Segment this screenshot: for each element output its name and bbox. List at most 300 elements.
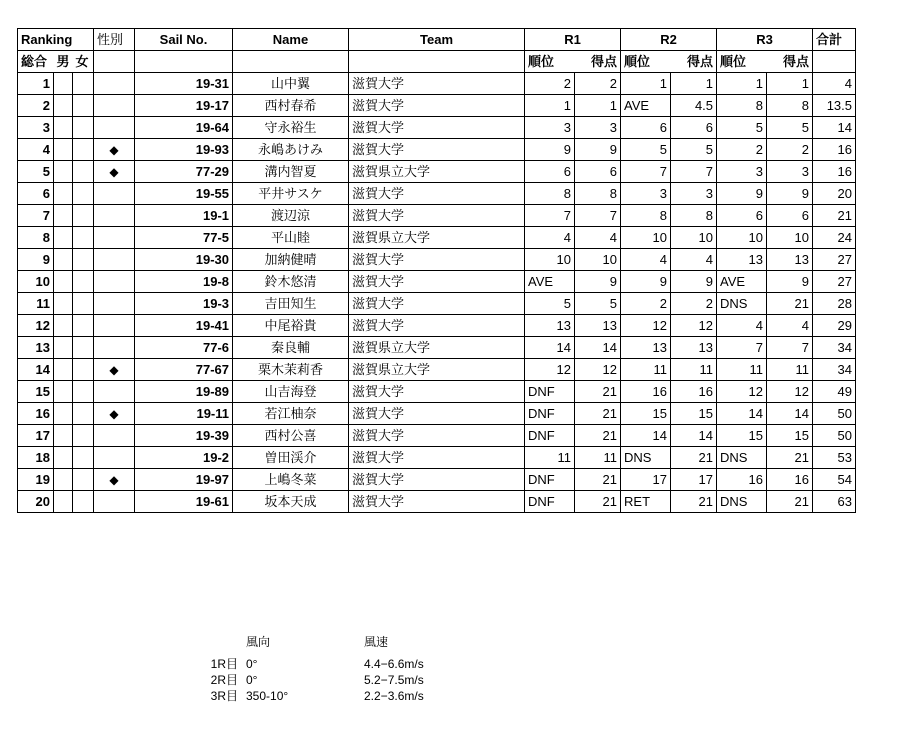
female-cell [73,381,94,403]
wind-race: 2R目 [210,673,238,687]
total-points: 50 [813,403,856,425]
male-cell [54,403,73,425]
rank-cell: 13 [18,337,54,359]
male-cell [54,73,73,95]
sail-number: 19-30 [135,249,233,271]
sailor-name: 平井サスケ [233,183,349,205]
r1-position: 3 [525,117,575,139]
female-cell [73,337,94,359]
sail-number: 19-8 [135,271,233,293]
gender-marker [94,205,135,227]
male-cell [54,315,73,337]
r1-position: 4 [525,227,575,249]
r1-points: 21 [575,403,621,425]
sailor-name: 永嶋あけみ [233,139,349,161]
r1-header: R1 [525,29,621,51]
wind-header-row [180,634,484,650]
r3-points: 11 [767,359,813,381]
r1-points: 9 [575,271,621,293]
table-row [18,139,856,161]
sail-number: 19-97 [135,469,233,491]
r3-points: 10 [767,227,813,249]
total-points: 21 [813,205,856,227]
total-points: 20 [813,183,856,205]
gender-marker: ◆ [94,359,135,381]
r2-points: 17 [671,469,717,491]
male-cell [54,491,73,513]
gender-marker [94,73,135,95]
female-cell [73,447,94,469]
r2-points: 13 [671,337,717,359]
r1-points: 2 [575,73,621,95]
sailor-name: 曽田渓介 [233,447,349,469]
rank-cell: 17 [18,425,54,447]
r1-position: 5 [525,293,575,315]
r1-position: DNF [525,491,575,513]
overall-header: 総合 [18,51,54,73]
sailor-name: 西村春希 [233,95,349,117]
rank-cell: 8 [18,227,54,249]
table-row [18,359,856,381]
female-cell [73,469,94,491]
r1-points: 4 [575,227,621,249]
r2-points: 4 [671,249,717,271]
sailor-name: 渡辺涼 [233,205,349,227]
team-name: 滋賀大学 [349,117,525,139]
r2-position: 15 [621,403,671,425]
sail-number: 19-2 [135,447,233,469]
gender-sub [94,51,135,73]
wind-speed: 5.2−7.5m/s [364,673,424,687]
r3-points: 21 [767,293,813,315]
wind-direction: 0° [246,657,258,671]
sailor-name: 山吉海登 [233,381,349,403]
sail-number: 19-61 [135,491,233,513]
female-cell [73,315,94,337]
r2-position: 16 [621,381,671,403]
total-points: 27 [813,249,856,271]
r1-points: 10 [575,249,621,271]
sail-number: 77-67 [135,359,233,381]
r3-points: 8 [767,95,813,117]
rank-cell: 1 [18,73,54,95]
r2-points: 21 [671,491,717,513]
r3-position: 13 [717,249,767,271]
gender-marker: ◆ [94,139,135,161]
r2-points: 9 [671,271,717,293]
name-header: Name [233,29,349,51]
r2-points: 5 [671,139,717,161]
total-points: 13.5 [813,95,856,117]
team-name: 滋賀大学 [349,205,525,227]
r2-points: 3 [671,183,717,205]
r2-position: DNS [621,447,671,469]
sail-sub [135,51,233,73]
team-name: 滋賀大学 [349,315,525,337]
female-cell [73,95,94,117]
results-body [18,73,856,513]
table-row [18,337,856,359]
team-name: 滋賀大学 [349,73,525,95]
gender-marker [94,447,135,469]
r3-position: DNS [717,447,767,469]
r3-points: 13 [767,249,813,271]
gender-marker [94,381,135,403]
results-table [17,28,856,513]
team-name: 滋賀県立大学 [349,337,525,359]
rank-cell: 6 [18,183,54,205]
table-row [18,315,856,337]
female-cell [73,491,94,513]
male-cell [54,293,73,315]
r1-position: 14 [525,337,575,359]
female-cell [73,139,94,161]
r1-position: 8 [525,183,575,205]
wind-direction: 0° [246,673,258,687]
r1-position: 12 [525,359,575,381]
total-points: 29 [813,315,856,337]
r2-position: RET [621,491,671,513]
sail-number: 19-93 [135,139,233,161]
table-row [18,227,856,249]
r3-position: 2 [717,139,767,161]
sailor-name: 加納健晴 [233,249,349,271]
sail-number: 19-17 [135,95,233,117]
sailor-name: 若江柚奈 [233,403,349,425]
r1-points: 21 [575,469,621,491]
gender-marker [94,337,135,359]
gender-marker: ◆ [94,403,135,425]
wind-row [180,688,484,704]
r1-position: DNF [525,403,575,425]
female-cell [73,425,94,447]
sail-number: 77-6 [135,337,233,359]
gender-marker [94,227,135,249]
team-name: 滋賀大学 [349,403,525,425]
r3-position: 11 [717,359,767,381]
r2-position: 6 [621,117,671,139]
r1-position: 6 [525,161,575,183]
sailor-name: 鈴木悠清 [233,271,349,293]
r1-position: 11 [525,447,575,469]
female-cell [73,183,94,205]
sailor-name: 平山睦 [233,227,349,249]
total-points: 16 [813,139,856,161]
team-name: 滋賀大学 [349,271,525,293]
name-sub [233,51,349,73]
gender-marker [94,425,135,447]
total-points: 34 [813,359,856,381]
male-cell [54,271,73,293]
male-cell [54,469,73,491]
r3-points: 7 [767,337,813,359]
r2-position: 8 [621,205,671,227]
sailor-name: 栗木茉莉香 [233,359,349,381]
sail-number: 19-11 [135,403,233,425]
r3-position: DNS [717,491,767,513]
sail-number: 19-41 [135,315,233,337]
r2-position: 14 [621,425,671,447]
r2-position: 2 [621,293,671,315]
sail-number: 19-55 [135,183,233,205]
female-cell [73,117,94,139]
total-points: 14 [813,117,856,139]
gender-marker: ◆ [94,469,135,491]
r2-position: 13 [621,337,671,359]
wind-row [180,672,484,688]
r3-position: 8 [717,95,767,117]
total-points: 50 [813,425,856,447]
wind-race: 3R目 [210,689,238,703]
r3-position: 16 [717,469,767,491]
r2-header: R2 [621,29,717,51]
team-name: 滋賀大学 [349,183,525,205]
total-points: 34 [813,337,856,359]
r3-position: 15 [717,425,767,447]
wind-speed: 4.4−6.6m/s [364,657,424,671]
r2-points: 10 [671,227,717,249]
male-cell [54,205,73,227]
r3-position: AVE [717,271,767,293]
wind-direction-label: 風向 [246,635,271,649]
sail-number: 19-3 [135,293,233,315]
female-cell [73,249,94,271]
wind-race: 1R目 [210,657,238,671]
wind-info [180,634,484,704]
r3-points: 5 [767,117,813,139]
r3-position: 10 [717,227,767,249]
r3-points: 21 [767,447,813,469]
r2-position: 3 [621,183,671,205]
team-name: 滋賀大学 [349,447,525,469]
sailor-name: 西村公喜 [233,425,349,447]
male-cell [54,161,73,183]
r1-points-header: 得点 [575,51,621,73]
total-sub [813,51,856,73]
r3-points: 6 [767,205,813,227]
sailor-name: 吉田知生 [233,293,349,315]
r1-position: 13 [525,315,575,337]
r2-position: 9 [621,271,671,293]
gender-marker [94,249,135,271]
table-row [18,205,856,227]
female-cell [73,161,94,183]
r1-position: 2 [525,73,575,95]
r2-points: 14 [671,425,717,447]
gender-marker [94,293,135,315]
r3-points: 16 [767,469,813,491]
r3-position: 6 [717,205,767,227]
r3-position: DNS [717,293,767,315]
table-row [18,425,856,447]
header-row-1 [18,29,856,51]
r3-points-header: 得点 [767,51,813,73]
total-points: 16 [813,161,856,183]
female-cell [73,293,94,315]
sail-number: 19-39 [135,425,233,447]
sail-number: 77-29 [135,161,233,183]
total-points: 27 [813,271,856,293]
wind-direction: 350-10° [246,689,289,703]
r1-points: 21 [575,425,621,447]
r3-points: 1 [767,73,813,95]
r2-position: 11 [621,359,671,381]
table-row [18,117,856,139]
ranking-header: Ranking [18,29,94,51]
r3-position: 14 [717,403,767,425]
r2-points: 8 [671,205,717,227]
rank-cell: 4 [18,139,54,161]
r2-position: AVE [621,95,671,117]
gender-marker [94,117,135,139]
r1-points: 8 [575,183,621,205]
total-points: 24 [813,227,856,249]
header-row-2 [18,51,856,73]
sail-no-header: Sail No. [135,29,233,51]
female-cell [73,271,94,293]
table-row [18,183,856,205]
r3-points: 9 [767,183,813,205]
sailor-name: 守永裕生 [233,117,349,139]
team-sub [349,51,525,73]
male-cell [54,425,73,447]
sail-number: 19-64 [135,117,233,139]
r1-points: 3 [575,117,621,139]
rank-cell: 11 [18,293,54,315]
r3-points: 12 [767,381,813,403]
r2-position: 17 [621,469,671,491]
team-name: 滋賀大学 [349,491,525,513]
r2-points: 12 [671,315,717,337]
female-cell [73,403,94,425]
r2-position: 5 [621,139,671,161]
rank-cell: 5 [18,161,54,183]
team-name: 滋賀大学 [349,293,525,315]
male-cell [54,183,73,205]
r3-position: 9 [717,183,767,205]
sail-number: 19-31 [135,73,233,95]
r1-points: 14 [575,337,621,359]
r2-points: 15 [671,403,717,425]
sail-number: 19-1 [135,205,233,227]
rank-cell: 19 [18,469,54,491]
gender-marker [94,95,135,117]
rank-cell: 18 [18,447,54,469]
r1-points: 7 [575,205,621,227]
table-row [18,381,856,403]
rank-cell: 3 [18,117,54,139]
r2-points: 16 [671,381,717,403]
r1-points: 5 [575,293,621,315]
rank-cell: 9 [18,249,54,271]
total-points: 4 [813,73,856,95]
table-row [18,271,856,293]
r3-position: 1 [717,73,767,95]
wind-speed-label: 風速 [364,635,389,649]
male-cell [54,117,73,139]
sailor-name: 溝内智夏 [233,161,349,183]
r2-position: 1 [621,73,671,95]
wind-row [180,656,484,672]
r1-position: 1 [525,95,575,117]
male-cell [54,337,73,359]
gender-marker [94,183,135,205]
sail-number: 77-5 [135,227,233,249]
r3-points: 2 [767,139,813,161]
r1-points: 9 [575,139,621,161]
total-points: 49 [813,381,856,403]
rank-cell: 10 [18,271,54,293]
table-row [18,95,856,117]
r2-points: 7 [671,161,717,183]
team-header: Team [349,29,525,51]
total-points: 28 [813,293,856,315]
r2-position: 4 [621,249,671,271]
r3-position: 5 [717,117,767,139]
female-cell [73,73,94,95]
r1-points: 6 [575,161,621,183]
r1-points: 12 [575,359,621,381]
table-row [18,447,856,469]
r3-points: 21 [767,491,813,513]
table-row [18,161,856,183]
male-cell [54,249,73,271]
r1-position-header: 順位 [525,51,575,73]
wind-speed: 2.2−3.6m/s [364,689,424,703]
team-name: 滋賀大学 [349,425,525,447]
female-cell [73,359,94,381]
team-name: 滋賀大学 [349,139,525,161]
r1-points: 13 [575,315,621,337]
total-points: 63 [813,491,856,513]
table-row [18,293,856,315]
r3-points: 14 [767,403,813,425]
r1-position: 10 [525,249,575,271]
sailor-name: 秦良輔 [233,337,349,359]
table-row [18,249,856,271]
rank-cell: 16 [18,403,54,425]
team-name: 滋賀大学 [349,95,525,117]
r1-position: 9 [525,139,575,161]
r1-points: 1 [575,95,621,117]
sail-number: 19-89 [135,381,233,403]
total-points: 54 [813,469,856,491]
r1-points: 11 [575,447,621,469]
r3-points: 3 [767,161,813,183]
table-row [18,469,856,491]
r1-position: DNF [525,469,575,491]
r1-position: DNF [525,425,575,447]
team-name: 滋賀大学 [349,381,525,403]
r2-position: 10 [621,227,671,249]
r3-position: 4 [717,315,767,337]
rank-cell: 7 [18,205,54,227]
female-header: 女 [73,51,94,73]
table-row [18,73,856,95]
r2-position: 12 [621,315,671,337]
r3-points: 15 [767,425,813,447]
rank-cell: 15 [18,381,54,403]
female-cell [73,227,94,249]
gender-marker: ◆ [94,161,135,183]
r1-position: 7 [525,205,575,227]
r2-points: 2 [671,293,717,315]
r3-points: 9 [767,271,813,293]
rank-cell: 2 [18,95,54,117]
r3-header: R3 [717,29,813,51]
r1-position: DNF [525,381,575,403]
sailor-name: 山中翼 [233,73,349,95]
